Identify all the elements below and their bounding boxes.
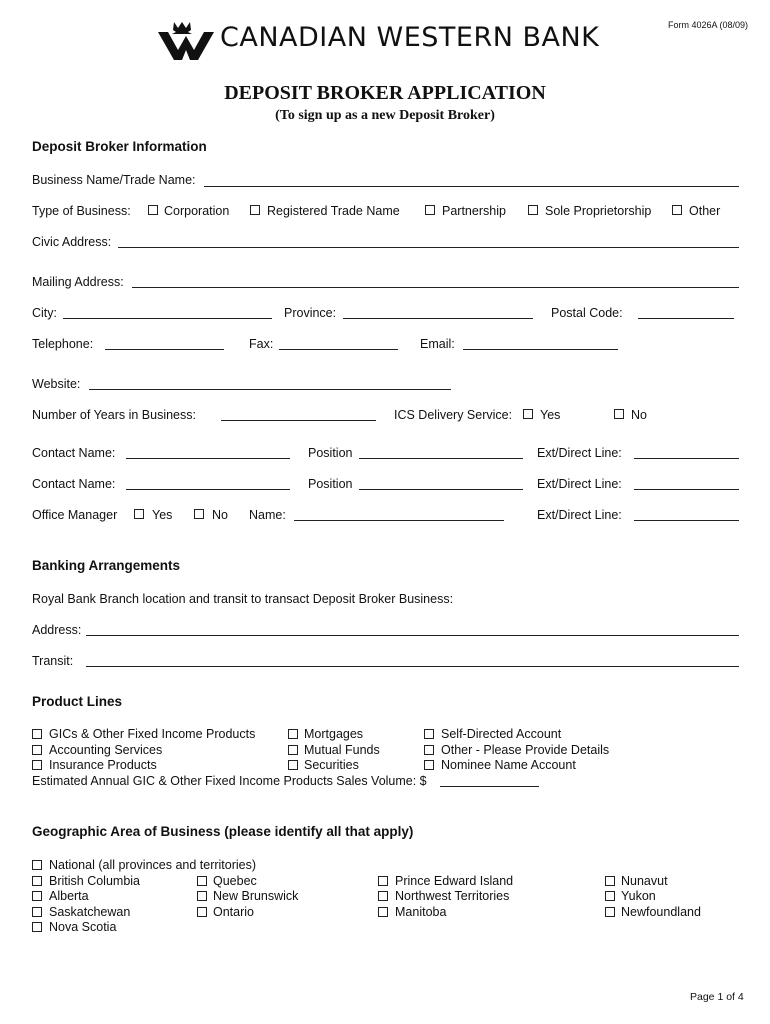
label-ext-direct-3: Ext/Direct Line: (537, 508, 622, 522)
page-number: Page 1 of 4 (690, 991, 744, 1003)
page-subtitle: (To sign up as a new Deposit Broker) (275, 108, 495, 123)
checkbox-partnership[interactable] (425, 205, 435, 215)
label-mailing-address: Mailing Address: (32, 275, 124, 289)
checkbox-gics[interactable] (32, 729, 42, 739)
region-ontario: Ontario (213, 905, 254, 919)
label-years-in-business: Number of Years in Business: (32, 408, 196, 422)
royal-bank-instruction: Royal Bank Branch location and transit to transact Deposit Broker Business: (32, 592, 454, 606)
position-2-field[interactable] (359, 489, 523, 490)
checkbox-nunavut[interactable] (605, 876, 615, 886)
region-manitoba: Manitoba (395, 905, 447, 919)
checkbox-manager-yes[interactable] (134, 509, 144, 519)
product-nominee: Nominee Name Account (441, 758, 576, 772)
position-1-field[interactable] (359, 458, 523, 459)
ext-direct-3-field[interactable] (634, 520, 739, 521)
checkbox-manitoba[interactable] (378, 907, 388, 917)
label-telephone: Telephone: (32, 337, 94, 351)
section-heading-product-lines: Product Lines (32, 694, 123, 709)
checkbox-securities[interactable] (288, 760, 298, 770)
product-mortgages: Mortgages (304, 727, 364, 741)
region-national: National (all provinces and territories) (49, 858, 257, 872)
checkbox-pei[interactable] (378, 876, 388, 886)
fax-field[interactable] (279, 349, 398, 350)
checkbox-quebec[interactable] (197, 876, 207, 886)
telephone-field[interactable] (105, 349, 224, 350)
label-ics-delivery: ICS Delivery Service: (394, 408, 513, 422)
checkbox-other-product[interactable] (424, 745, 434, 755)
checkbox-accounting[interactable] (32, 745, 42, 755)
label-contact-name-1: Contact Name: (32, 446, 116, 460)
ics-yes-label: Yes (540, 408, 561, 422)
checkbox-saskatchewan[interactable] (32, 907, 42, 917)
product-accounting: Accounting Services (49, 743, 163, 757)
checkbox-newfoundland[interactable] (605, 907, 615, 917)
ics-no-label: No (631, 408, 647, 422)
label-province: Province: (284, 306, 337, 320)
type-partnership: Partnership (442, 204, 506, 218)
region-nova-scotia: Nova Scotia (49, 920, 117, 934)
type-corporation: Corporation (164, 204, 230, 218)
mailing-address-field[interactable] (132, 287, 739, 288)
region-newfoundland: Newfoundland (621, 905, 701, 919)
email-field[interactable] (463, 349, 618, 350)
region-nwt: Northwest Territories (395, 889, 510, 903)
checkbox-nominee[interactable] (424, 760, 434, 770)
checkbox-nwt[interactable] (378, 891, 388, 901)
product-insurance: Insurance Products (49, 758, 157, 772)
bank-address-field[interactable] (86, 635, 739, 636)
civic-address-field[interactable] (118, 247, 739, 248)
label-civic-address: Civic Address: (32, 235, 112, 249)
label-ext-direct-2: Ext/Direct Line: (537, 477, 622, 491)
label-website: Website: (32, 377, 81, 391)
checkbox-nova-scotia[interactable] (32, 922, 42, 932)
contact-name-1-field[interactable] (126, 458, 290, 459)
transit-field[interactable] (86, 666, 739, 667)
checkbox-british-columbia[interactable] (32, 876, 42, 886)
label-office-manager: Office Manager (32, 508, 118, 522)
label-business-name: Business Name/Trade Name: (32, 173, 196, 187)
maple-w-icon (158, 20, 228, 60)
form-code: Form 4026A (08/09) (668, 20, 749, 30)
ext-direct-2-field[interactable] (634, 489, 739, 490)
label-contact-name-2: Contact Name: (32, 477, 116, 491)
checkbox-insurance[interactable] (32, 760, 42, 770)
checkbox-manager-no[interactable] (194, 509, 204, 519)
label-ext-direct-1: Ext/Direct Line: (537, 446, 622, 460)
city-field[interactable] (63, 318, 272, 319)
checkbox-mortgages[interactable] (288, 729, 298, 739)
manager-no-label: No (212, 508, 228, 522)
province-field[interactable] (343, 318, 533, 319)
label-position-1: Position (308, 446, 353, 460)
bank-logo (158, 20, 618, 62)
ext-direct-1-field[interactable] (634, 458, 739, 459)
checkbox-ics-yes[interactable] (523, 409, 533, 419)
region-yukon: Yukon (621, 889, 656, 903)
label-postal-code: Postal Code: (551, 306, 623, 320)
section-heading-banking: Banking Arrangements (32, 558, 181, 573)
contact-name-2-field[interactable] (126, 489, 290, 490)
label-manager-name: Name: (249, 508, 286, 522)
checkbox-national[interactable] (32, 860, 42, 870)
section-heading-geographic: Geographic Area of Business (please identify all that apply) (32, 824, 414, 839)
product-other: Other - Please Provide Details (441, 743, 610, 757)
checkbox-alberta[interactable] (32, 891, 42, 901)
website-field[interactable] (89, 389, 451, 390)
page-title: DEPOSIT BROKER APPLICATION (224, 82, 546, 104)
checkbox-new-brunswick[interactable] (197, 891, 207, 901)
label-position-2: Position (308, 477, 353, 491)
type-registered-trade-name: Registered Trade Name (267, 204, 400, 218)
bank-name: CANADIAN WESTERN BANK (220, 22, 600, 53)
product-gics: GICs & Other Fixed Income Products (49, 727, 256, 741)
checkbox-sole-proprietorship[interactable] (528, 205, 538, 215)
postal-code-field[interactable] (638, 318, 734, 319)
product-mutual-funds: Mutual Funds (304, 743, 380, 757)
label-city: City: (32, 306, 57, 320)
years-in-business-field[interactable] (221, 420, 376, 421)
estimated-volume-field[interactable] (440, 786, 539, 787)
region-pei: Prince Edward Island (395, 874, 514, 888)
region-quebec: Quebec (213, 874, 257, 888)
checkbox-mutual-funds[interactable] (288, 745, 298, 755)
checkbox-registered-trade-name[interactable] (250, 205, 260, 215)
label-type-of-business: Type of Business: (32, 204, 131, 218)
section-heading-broker-info: Deposit Broker Information (32, 139, 207, 154)
product-self-directed: Self-Directed Account (441, 727, 562, 741)
type-other: Other (689, 204, 721, 218)
checkbox-other[interactable] (672, 205, 682, 215)
type-sole-proprietorship: Sole Proprietorship (545, 204, 652, 218)
region-saskatchewan: Saskatchewan (49, 905, 131, 919)
label-fax: Fax: (249, 337, 274, 351)
checkbox-yukon[interactable] (605, 891, 615, 901)
region-british-columbia: British Columbia (49, 874, 141, 888)
label-transit: Transit: (32, 654, 74, 668)
checkbox-self-directed[interactable] (424, 729, 434, 739)
product-securities: Securities (304, 758, 359, 772)
business-name-field[interactable] (204, 186, 739, 187)
label-estimated-volume: Estimated Annual GIC & Other Fixed Income Products Sales Volume: $ (32, 774, 427, 788)
checkbox-corporation[interactable] (148, 205, 158, 215)
region-alberta: Alberta (49, 889, 89, 903)
checkbox-ontario[interactable] (197, 907, 207, 917)
region-new-brunswick: New Brunswick (213, 889, 299, 903)
label-bank-address: Address: (32, 623, 82, 637)
region-nunavut: Nunavut (621, 874, 668, 888)
checkbox-ics-no[interactable] (614, 409, 624, 419)
label-email: Email: (420, 337, 455, 351)
manager-name-field[interactable] (294, 520, 504, 521)
manager-yes-label: Yes (152, 508, 173, 522)
